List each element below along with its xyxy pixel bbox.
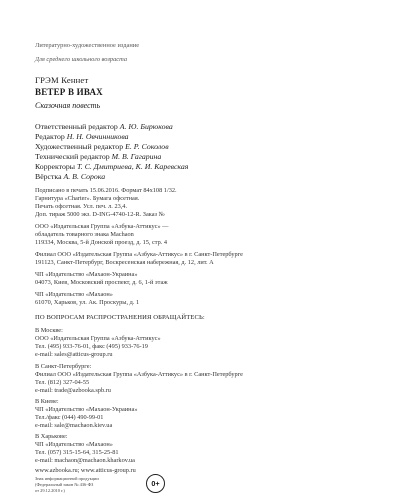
credit-person: А. Ю. Бирюкова [119, 122, 173, 131]
credit-role: Корректоры [35, 162, 75, 171]
credit-person: Т. С. Дмитриева, К. И. Каревская [76, 162, 189, 171]
age-rating-badge: 0+ [146, 474, 165, 493]
contact-line: Тел. (057) 315-15-64, 315-25-81 [35, 449, 119, 456]
info-product-sign-text: (Федеральный закон № 436-ФЗ [35, 482, 94, 487]
credit-role: Художественный редактор [35, 142, 124, 151]
kharkov-branch-line: 61070, Харьков, ул. Ак. Проскуры, д. 1 [35, 299, 140, 306]
audience-line: Для среднего школьного возраста [35, 56, 128, 63]
credit-person: А. В. Сорока [63, 172, 106, 181]
contact-line: ЧП «Издательство «Махаон» [35, 441, 113, 448]
contact-line: ООО «Издательская Группа «Азбука-Аттикус» [35, 335, 161, 342]
credit-line [35, 143, 169, 151]
credit-person: Е. Р. Соколов [125, 142, 169, 151]
kharkov-branch-line: ЧП «Издательство «Махаон» [35, 291, 113, 298]
credit-role: Технический редактор [35, 152, 110, 161]
credit-line [35, 133, 129, 141]
contact-line: Филиал ООО «Издательская Группа «Азбука-Аттикус» в г. Санкт-Петербурге [35, 371, 243, 378]
credit-role: Вёрстка [35, 172, 62, 181]
contact-line: e-mail: sales@atticus-group.ru [35, 351, 113, 358]
contact-line: Тел. (495) 933-76-01, факс (495) 933-76-19 [35, 343, 148, 350]
contact-line: Тел. (812) 327-04-55 [35, 379, 90, 386]
credit-line [35, 153, 161, 161]
publisher-line: 119334, Москва, 5-й Донской проезд, д. 15, стр. 4 [35, 239, 168, 246]
publisher-line: обладатель товарного знака Machaon [35, 231, 134, 238]
credit-line [35, 163, 188, 171]
contact-city: В Москве: [35, 327, 63, 334]
credit-role: Редактор [35, 132, 65, 141]
credit-role: Ответственный редактор [35, 122, 118, 131]
print-spec-line: Подписано в печать 15.06.2016. Формат 84x108 1/32. [35, 187, 177, 194]
contact-line: Тел./факс (044) 490-99-01 [35, 414, 104, 421]
contact-line: ЧП «Издательство «Махаон-Украина» [35, 406, 138, 413]
spb-branch-line: 191123, Санкт-Петербург, Воскресенская набережная, д. 12, лит. А [35, 259, 214, 266]
author-name: ГРЭМ Кеннет [35, 75, 89, 85]
distribution-header: ПО ВОПРОСАМ РАСПРОСТРАНЕНИЯ ОБРАЩАЙТЕСЬ: [35, 314, 205, 321]
contact-line: e-mail: machaon@machaon.kharkov.ua [35, 457, 135, 464]
info-product-sign-text: от 29.12.2010 г.) [35, 488, 65, 493]
publisher-line: ООО «Издательская Группа «Азбука-Аттикус» — [35, 223, 169, 230]
info-product-sign-text: Знак информационной продукции [35, 476, 99, 481]
book-subtitle: Сказочная повесть [35, 101, 101, 110]
contact-city: В Киеве: [35, 398, 59, 405]
contact-line: e-mail: trade@azbooka.spb.ru [35, 387, 111, 394]
contact-city: В Санкт-Петербурге: [35, 363, 92, 370]
book-title: ВЕТЕР В ИВАХ [35, 87, 103, 97]
credit-person: М. В. Гагарина [111, 152, 162, 161]
genre-line: Литературно-художественное издание [35, 42, 140, 49]
print-spec-line: Доп. тираж 5000 экз. D-ING-4740-12-R. Заказ № [35, 211, 165, 218]
print-spec-line: Печать офсетная. Усл. печ. л. 23,4. [35, 203, 128, 210]
contact-city: В Харькове: [35, 433, 68, 440]
kiev-branch-line: 04073, Киев, Московский проспект, д. 6, 1-й этаж [35, 279, 168, 286]
credit-line [35, 123, 173, 131]
contact-line: e-mail: sale@machaon.kiev.ua [35, 422, 113, 429]
kiev-branch-line: ЧП «Издательство «Махаон-Украина» [35, 271, 138, 278]
print-spec-line: Гарнитура «Charter». Бумага офсетная. [35, 195, 140, 202]
credit-line [35, 173, 105, 181]
websites: www.azbooka.ru; www.atticus-group.ru [35, 467, 136, 474]
spb-branch-line: Филиал ООО «Издательская Группа «Азбука-Аттикус» в г. Санкт-Петербурге [35, 251, 243, 258]
credit-person: Н. Н. Овчинникова [66, 132, 129, 141]
